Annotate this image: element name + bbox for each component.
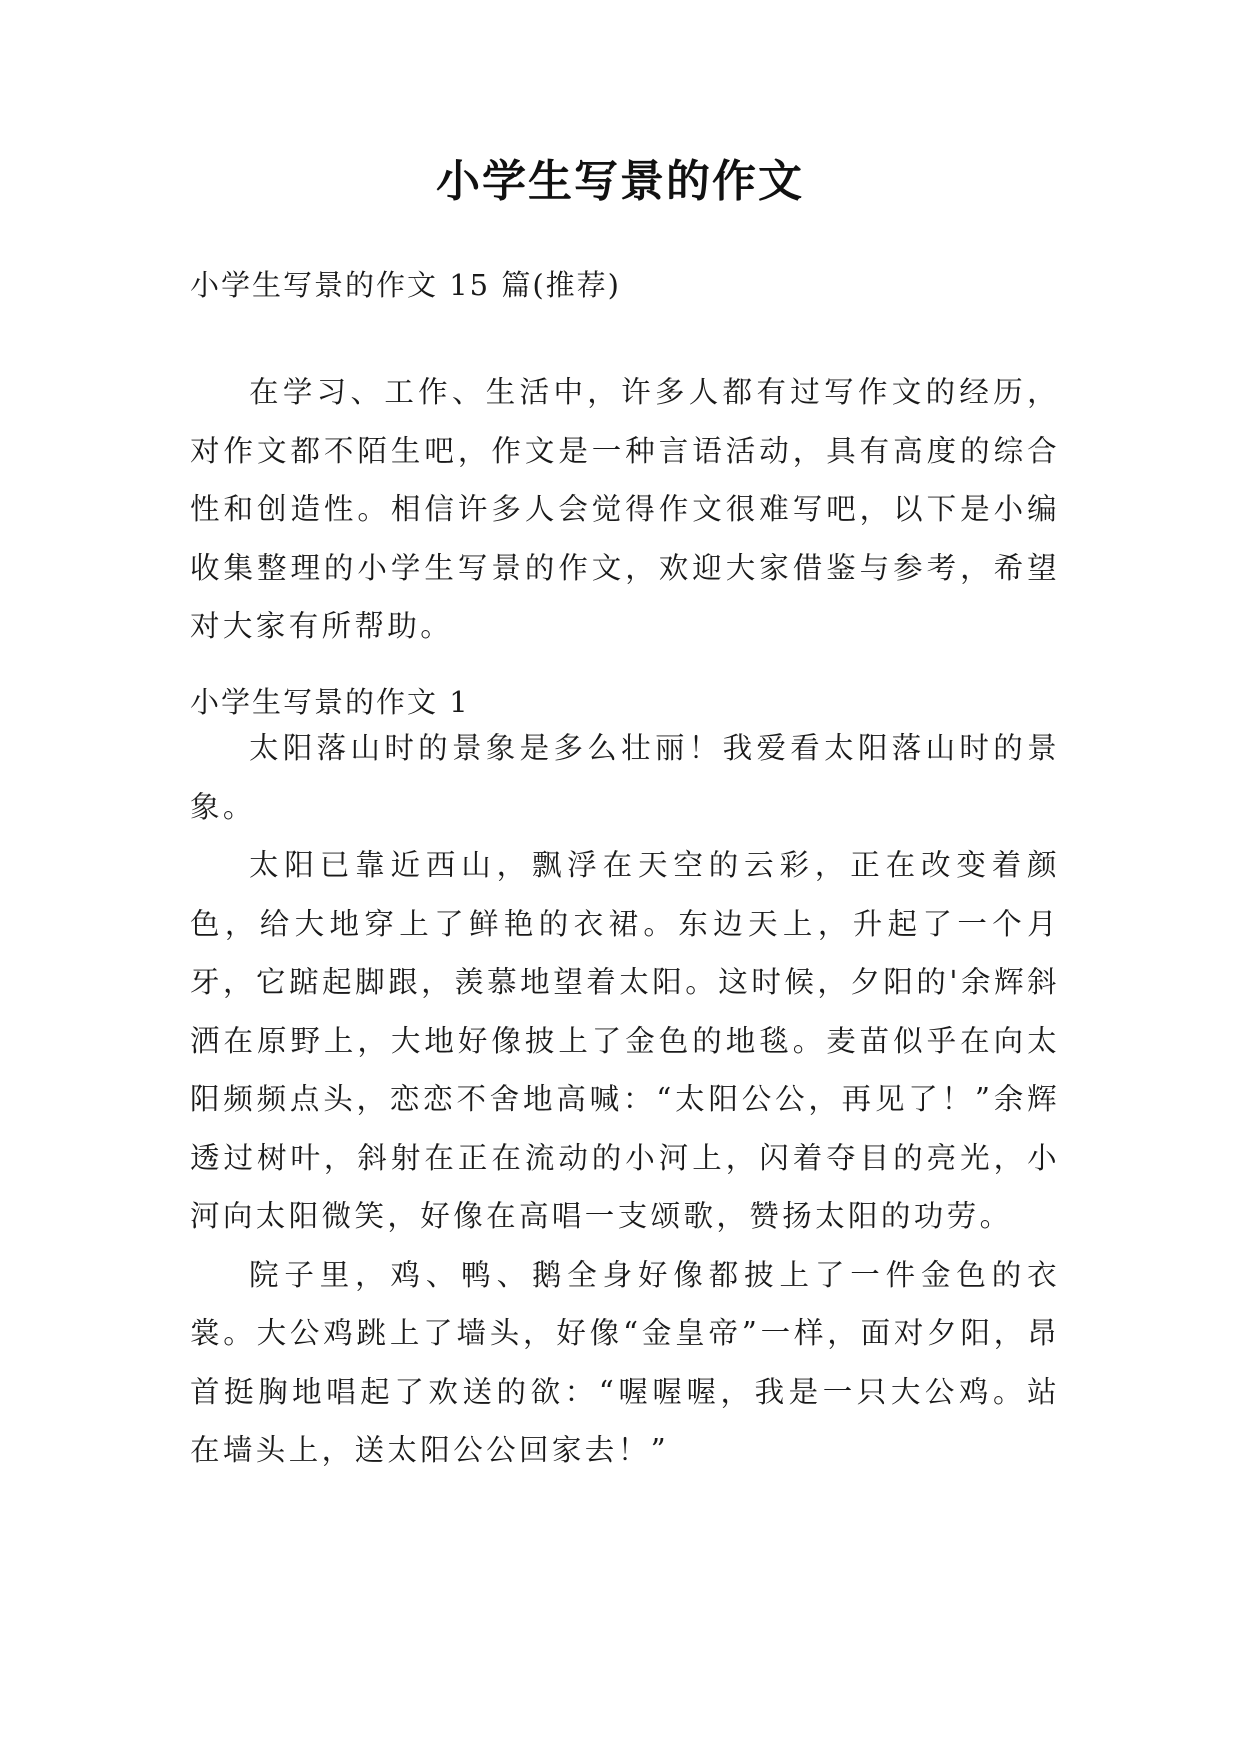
document-title: 小学生写景的作文 [436,156,804,207]
section-1-body [190,719,1060,1480]
document-subtitle: 小学生写景的作文 15 篇(推荐) [190,268,621,302]
section-1-paragraph: 院子里，鸡、鸭、鹅全身好像都披上了一件金色的衣裳。大公鸡跳上了墙头，好像“金皇帝”一样，面对夕阳，昂首挺胸地唱起了欢送的欲：“喔喔喔，我是一只大公鸡。站在墙头上，送太阳公公回家去！” [190,1257,1060,1467]
intro-paragraph: 在学习、工作、生活中，许多人都有过写作文的经历，对作文都不陌生吧，作文是一种言语活动，具有高度的综合性和创造性。相信许多人会觉得作文很难写吧，以下是小编收集整理的小学生写景的作文，欢迎大家借鉴与参考，希望对大家有所帮助。 [190,375,1060,643]
section-1-paragraph: 太阳落山时的景象是多么壮丽！我爱看太阳落山时的景象。 [190,731,1060,824]
section-1 [190,682,1060,722]
section-1-paragraph: 太阳已靠近西山，飘浮在天空的云彩，正在改变着颜色，给大地穿上了鲜艳的衣裙。东边天上，升起了一个月牙，它踮起脚跟，羡慕地望着太阳。这时候，夕阳的'余辉斜洒在原野上，大地好像披上了金色的地毯。麦苗似乎在向太阳频频点头，恋恋不舍地高喊：“太阳公公，再见了！”余辉透过树叶，斜射在正在流动的小河上，闪着夺目的亮光，小河向太阳微笑，好像在高唱一支颂歌，赞扬太阳的功劳。 [190,848,1060,1233]
intro-block [190,363,1060,656]
section-1-heading: 小学生写景的作文 1 [190,685,470,719]
